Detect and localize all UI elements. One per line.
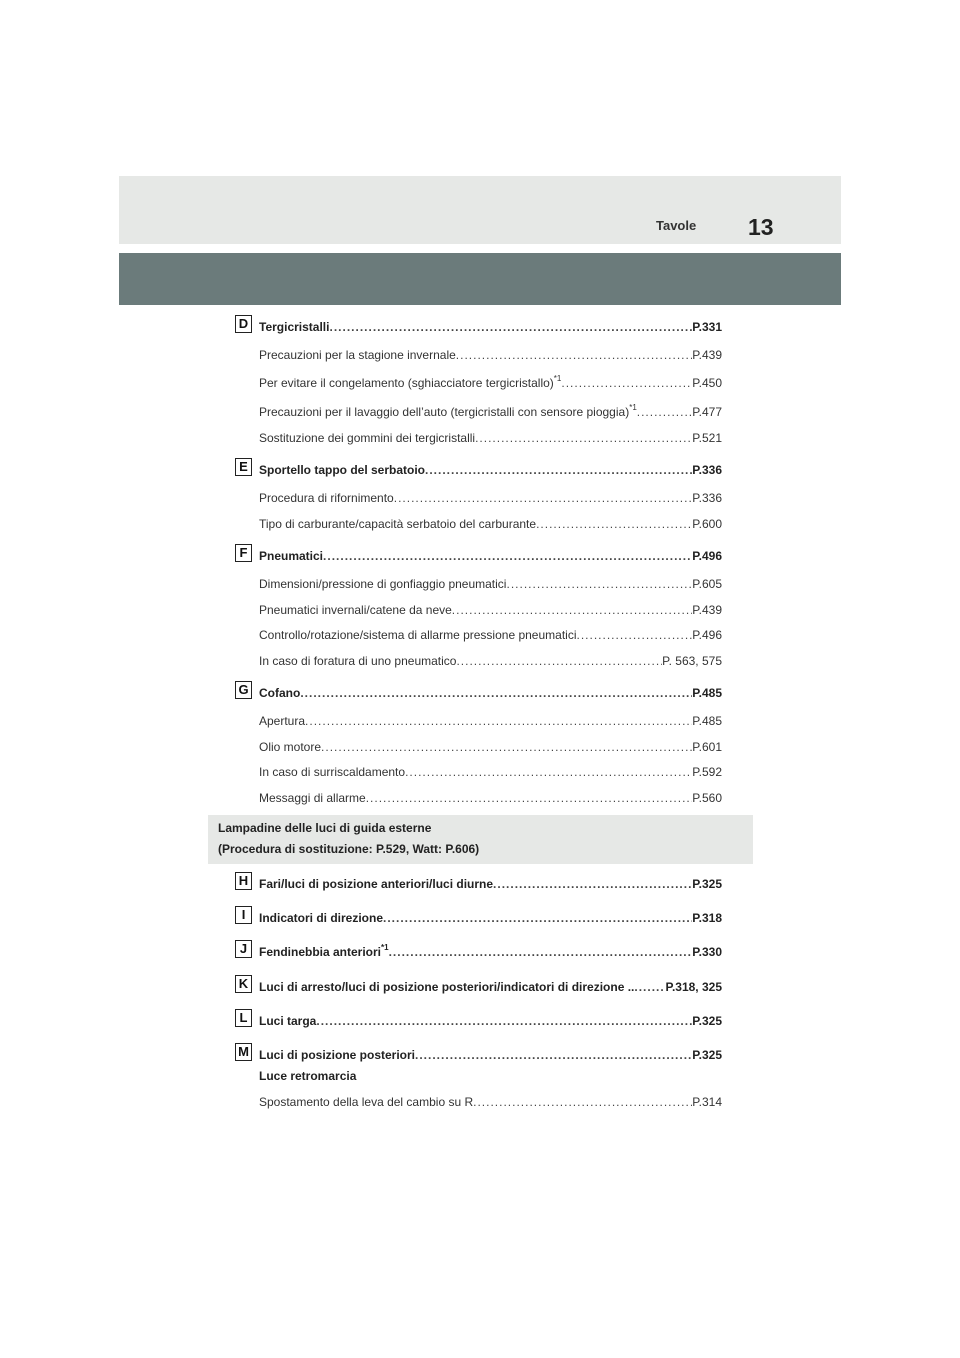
marker-k: K	[235, 975, 252, 993]
sub-entry[interactable]: Olio motore ..... P.601	[259, 740, 722, 754]
marker-h: H	[235, 872, 252, 890]
sub-entry[interactable]: Controllo/rotazione/sistema di allarme pressione pneumatici ..... P.496	[259, 628, 722, 642]
note-subtitle[interactable]: (Procedura di sostituzione: P.529, Watt: P.606)	[218, 842, 480, 856]
sub-entry[interactable]: Dimensioni/pressione di gonfiaggio pneumatici ..... P.605	[259, 577, 722, 591]
note-title: Lampadine delle luci di guida esterne	[218, 821, 432, 835]
sub-entry[interactable]: Precauzioni per il lavaggio dell’auto (tergicristalli con sensore pioggia)$^{*1}$ ..... P.477	[259, 405, 722, 419]
entry-label: Sportello tappo del serbatoio	[259, 463, 426, 477]
entry-label: Cofano	[259, 686, 301, 700]
entry-luci-targa[interactable]: Luci targa ..... P.325	[259, 1014, 722, 1028]
sub-entry[interactable]: Apertura ..... P.485	[259, 714, 722, 728]
marker-l: L	[235, 1009, 252, 1027]
page-ref: P.336	[692, 463, 722, 477]
header-band	[119, 253, 841, 305]
marker-g: G	[235, 681, 252, 699]
marker-e: E	[235, 458, 252, 476]
entry-label: Tergicristalli	[259, 320, 330, 334]
page-ref: P.331	[692, 320, 722, 334]
reverse-light-title: Luce retromarcia	[259, 1069, 357, 1083]
entry-indicatori[interactable]: Indicatori di direzione ..... P.318	[259, 911, 722, 925]
sub-entry[interactable]: Procedura di rifornimento ..... P.336	[259, 491, 722, 505]
entry-luci-arresto[interactable]: Luci di arresto/luci di posizione posteriori/indicatori di direzione .. ..... P.318, 325	[259, 980, 722, 994]
sub-entry[interactable]: Tipo di carburante/capacità serbatoio del carburante ..... P.600	[259, 517, 722, 531]
entry-label: Pneumatici	[259, 549, 324, 563]
sub-entry[interactable]: Precauzioni per la stagione invernale ..... P.439	[259, 348, 722, 362]
entry-cofano[interactable]	[259, 686, 722, 700]
entry-sportello[interactable]	[259, 463, 722, 477]
sub-entry[interactable]: Sostituzione dei gommini dei tergicristalli ..... P.521	[259, 431, 722, 445]
entry-fari[interactable]: Fari/luci di posizione anteriori/luci diurne ..... P.325	[259, 877, 722, 891]
page-ref: P.485	[692, 686, 722, 700]
sub-entry[interactable]: Pneumatici invernali/catene da neve ..... P.439	[259, 603, 722, 617]
marker-j: J	[235, 940, 252, 958]
page-ref: P.496	[692, 549, 722, 563]
sub-entry[interactable]: Spostamento della leva del cambio su R ..... P.314	[259, 1095, 722, 1109]
marker-d: D	[235, 315, 252, 333]
header-bar	[119, 176, 841, 244]
marker-m: M	[235, 1043, 252, 1061]
marker-f: F	[235, 544, 252, 562]
sub-entry[interactable]: Per evitare il congelamento (sghiacciatore tergicristallo)$^{*1}$ ..... P.450	[259, 376, 722, 390]
page-number: 13	[748, 214, 774, 240]
sub-entry[interactable]: In caso di surriscaldamento ..... P.592	[259, 765, 722, 779]
entry-pneumatici[interactable]	[259, 549, 722, 563]
sub-entry[interactable]: Messaggi di allarme ..... P.560	[259, 791, 722, 805]
marker-i: I	[235, 906, 252, 924]
entry-tergicristalli[interactable]	[259, 320, 722, 334]
section-title: Tavole	[656, 218, 697, 233]
entry-luci-posizione-posteriori[interactable]: Luci di posizione posteriori ..... P.325	[259, 1048, 722, 1062]
entry-fendinebbia[interactable]: Fendinebbia anteriori$^{*1}$ ..... P.330	[259, 945, 722, 959]
sub-entry[interactable]: In caso di foratura di uno pneumatico ..... P. 563, 575	[259, 654, 722, 668]
